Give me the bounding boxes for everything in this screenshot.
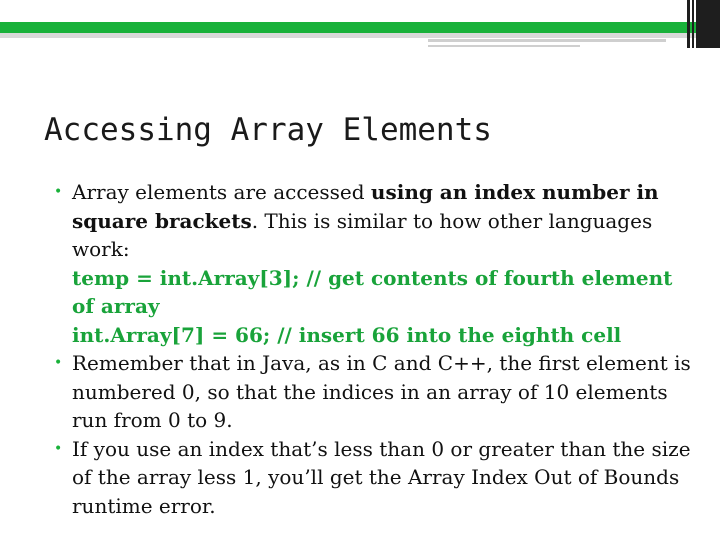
bullet-text: Remember that in Java, as in C and C++, the first element is numbered 0, so that the indices in an array of 10 elements run from 0 to 9. [72, 351, 691, 432]
bullet-text: If you use an index that’s less than 0 or greater than the size of the array less 1, you’ll get the Array Index Out of Bounds runtime error. [72, 436, 691, 518]
bullet-text: Array elements are accessed [72, 180, 371, 204]
slide-title: Accessing Array Elements [44, 112, 492, 148]
code-example: int.Array[7] = 66; // insert 66 into the eighth cell [72, 322, 622, 347]
bullet-item [50, 435, 700, 521]
bullet-text-bold: using an index number in square brackets [72, 180, 659, 233]
code-example: temp = int.Array[3]; // get contents of fourth element of array [72, 265, 673, 318]
header-grey-bar [0, 33, 720, 38]
header-decor-stripe [687, 0, 690, 48]
bullet-item [50, 178, 700, 349]
slide-body [50, 178, 700, 520]
bullet-dot-icon: • [54, 440, 63, 457]
header-accent-bar [0, 22, 720, 33]
bullet-dot-icon: • [54, 355, 63, 371]
header-decor-line [428, 39, 666, 42]
header-decor-block [696, 0, 720, 48]
header-decor-stripe [692, 0, 694, 48]
bullet-text: . This is similar to how other languages work: [72, 208, 653, 261]
bullet-dot-icon: • [54, 184, 63, 200]
header-decor-line [428, 45, 580, 47]
bullet-item [50, 349, 700, 435]
